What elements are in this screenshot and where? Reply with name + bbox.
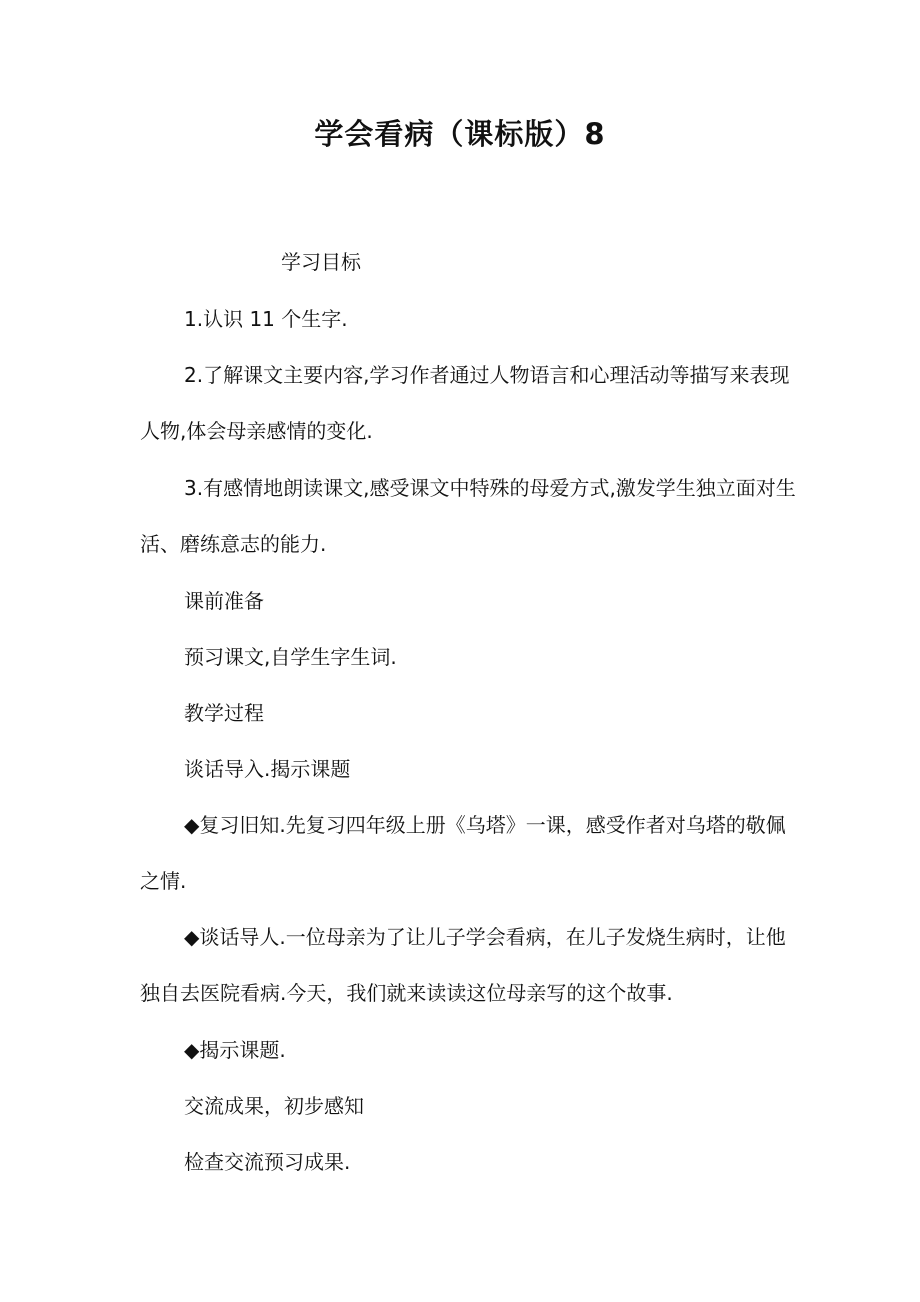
bullet-item: ◆谈话导人.一位母亲为了让儿子学会看病，在儿子发烧生病时，让他独自去医院看病.今天，我们就来读读这位母亲写的这个故事. <box>140 925 786 1005</box>
bullet-item: ◆揭示课题. <box>184 1038 286 1062</box>
step-heading: 谈话导入.揭示课题 <box>184 757 351 781</box>
objective-item: 2.了解课文主要内容,学习作者通过人物语言和心理活动等描写来表现人物,体会母亲感情的变化. <box>140 363 790 443</box>
step-text: 检查交流预习成果. <box>184 1150 351 1174</box>
document-title: 学会看病（课标版）8 <box>314 117 606 151</box>
section-heading-prep: 课前准备 <box>184 589 264 613</box>
section-heading-objectives: 学习目标 <box>281 250 361 274</box>
objective-item: 3.有感情地朗读课文,感受课文中特殊的母爱方式,激发学生独立面对生活、磨练意志的能力. <box>140 476 796 556</box>
prep-text: 预习课文,自学生字生词. <box>184 645 397 669</box>
step-heading: 交流成果，初步感知 <box>184 1094 364 1118</box>
bullet-item: ◆复习旧知.先复习四年级上册《乌塔》一课，感受作者对乌塔的敬佩之情. <box>140 813 786 893</box>
objective-item: 1.认识 11 个生字. <box>184 307 348 331</box>
section-heading-process: 教学过程 <box>184 701 264 725</box>
